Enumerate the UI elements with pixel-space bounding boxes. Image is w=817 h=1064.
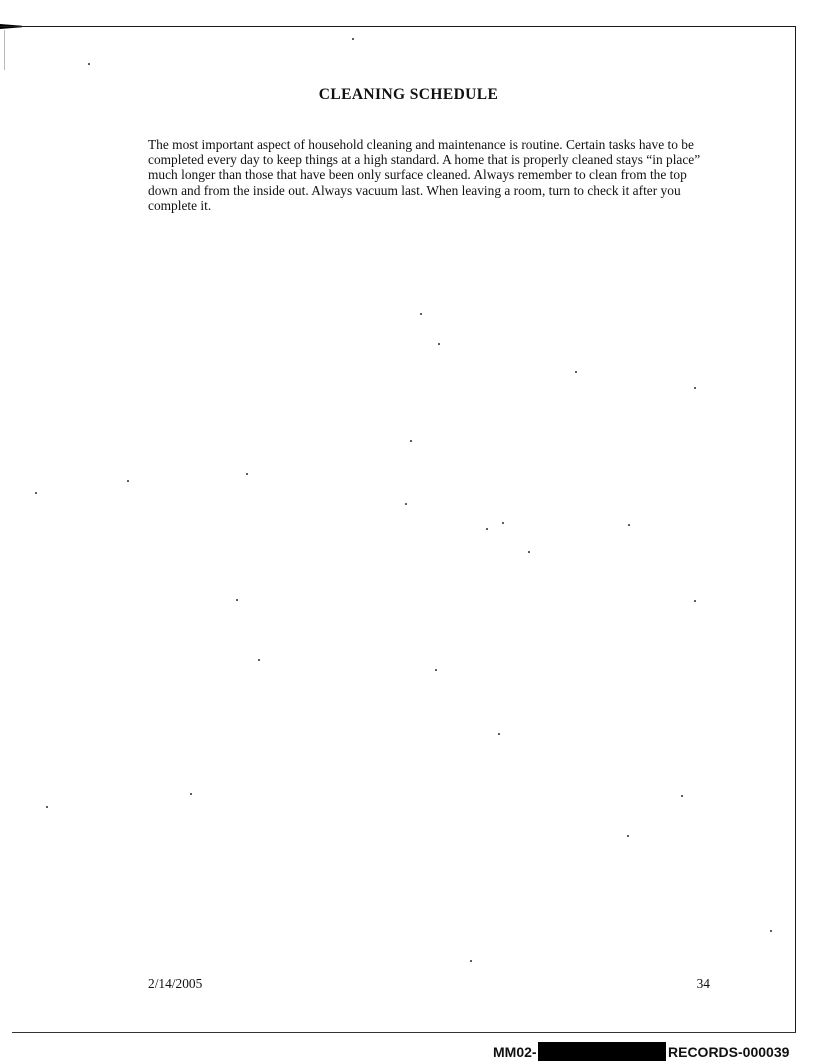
redaction-block: [538, 1042, 666, 1061]
bates-prefix: MM02-: [493, 1044, 537, 1060]
page-border-left: [4, 30, 5, 70]
page-border-bottom: [12, 1032, 796, 1033]
page-title: CLEANING SCHEDULE: [318, 86, 499, 103]
footer-date: 2/14/2005: [148, 976, 203, 991]
page-border-top: [0, 26, 796, 27]
footer-page-number: 34: [696, 976, 710, 991]
page-border-right: [795, 26, 796, 1033]
bates-suffix: RECORDS-000039: [668, 1044, 790, 1060]
bates-number: [0, 1044, 817, 1064]
body-paragraph: The most important aspect of household cleaning and maintenance is routine. Certain tasks have to be completed every day to keep things at a high standard. A home that is properly cleaned stays “in place” much longer than those that have been only surface cleaned. Always remember to clean from the top down and from the inside out. Always vacuum last. When leaving a room, turn to check it after you complete it.: [148, 137, 701, 213]
